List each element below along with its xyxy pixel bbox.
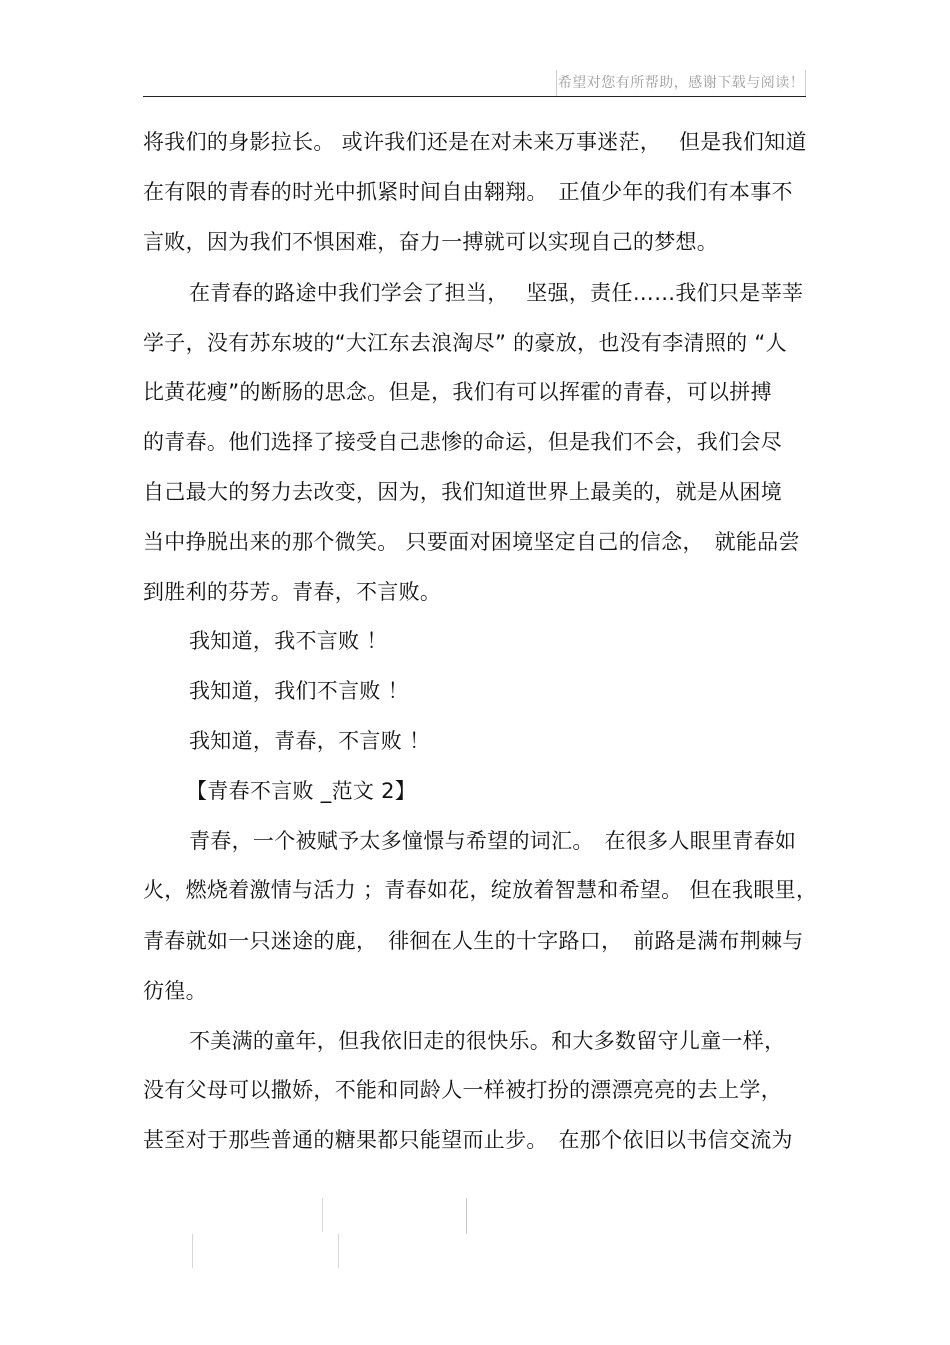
- body-line: 言败，因为我们不惧困难，奋力一搏就可以实现自己的梦想。: [143, 230, 719, 254]
- body-line: 火，燃烧着激情与活力 ；青春如花，绽放着智慧和希望。 但在我眼里，: [143, 878, 818, 902]
- body-line: 青春，一个被赋予太多憧憬与希望的词汇。 在很多人眼里青春如: [189, 829, 797, 853]
- body-line: 不美满的童年，但我依旧走的很快乐。和大多数留守儿童一样，: [189, 1029, 786, 1053]
- header-note: 希望对您有所帮助，感谢下载与阅读！: [556, 70, 806, 96]
- body-line: 在有限的青春的时光中抓紧时间自由翱翔。 正值少年的我们有本事不: [143, 180, 793, 204]
- scan-artifact-line: [322, 1198, 323, 1232]
- body-line: 的青春。他们选择了接受自己悲惨的命运，但是我们不会，我们会尽: [143, 430, 782, 454]
- body-line: 我知道，青春，不言败 ！: [189, 729, 431, 753]
- scan-artifact-line: [192, 1234, 193, 1268]
- body-line: 自己最大的努力去改变，因为，我们知道世界上最美的，就是从困境: [143, 480, 782, 504]
- scan-artifact-line: [466, 1198, 467, 1234]
- body-line: 当中挣脱出来的那个微笑。 只要面对困境坚定自己的信念， 就能品尝: [143, 530, 800, 554]
- body-line: 将我们的身影拉长。 或许我们还是在对未来万事迷茫， 但是我们知道: [143, 130, 807, 154]
- body-line: 到胜利的芬芳。青春，不言败。: [143, 580, 442, 604]
- scan-artifact-line: [338, 1234, 339, 1268]
- body-line: 甚至对于那些普通的糖果都只能望而止步。 在那个依旧以书信交流为: [143, 1128, 793, 1152]
- body-line: 青春就如一只迷途的鹿， 徘徊在人生的十字路口， 前路是满布荆棘与: [143, 929, 804, 953]
- body-line: 在青春的路途中我们学会了担当， 坚强，责任……我们只是莘莘: [189, 281, 804, 305]
- body-line: 我知道，我们不言败 ！: [189, 679, 409, 703]
- header-divider: [143, 96, 806, 97]
- body-line: 彷徨。: [143, 979, 207, 1003]
- section-title: 【青春不言败 _范文 2】: [186, 779, 417, 803]
- body-line: 没有父母可以撒娇，不能和同龄人一样被打扮的漂漂亮亮的去上学，: [143, 1078, 782, 1102]
- body-line: 比黄花瘦”的断肠的思念。但是，我们有可以挥霍的青春，可以拼搏: [143, 380, 772, 404]
- body-line: 我知道，我不言败 ！: [189, 629, 388, 653]
- body-line: 学子，没有苏东坡的“大江东去浪淘尽” 的豪放，也没有李清照的 “人: [143, 331, 787, 355]
